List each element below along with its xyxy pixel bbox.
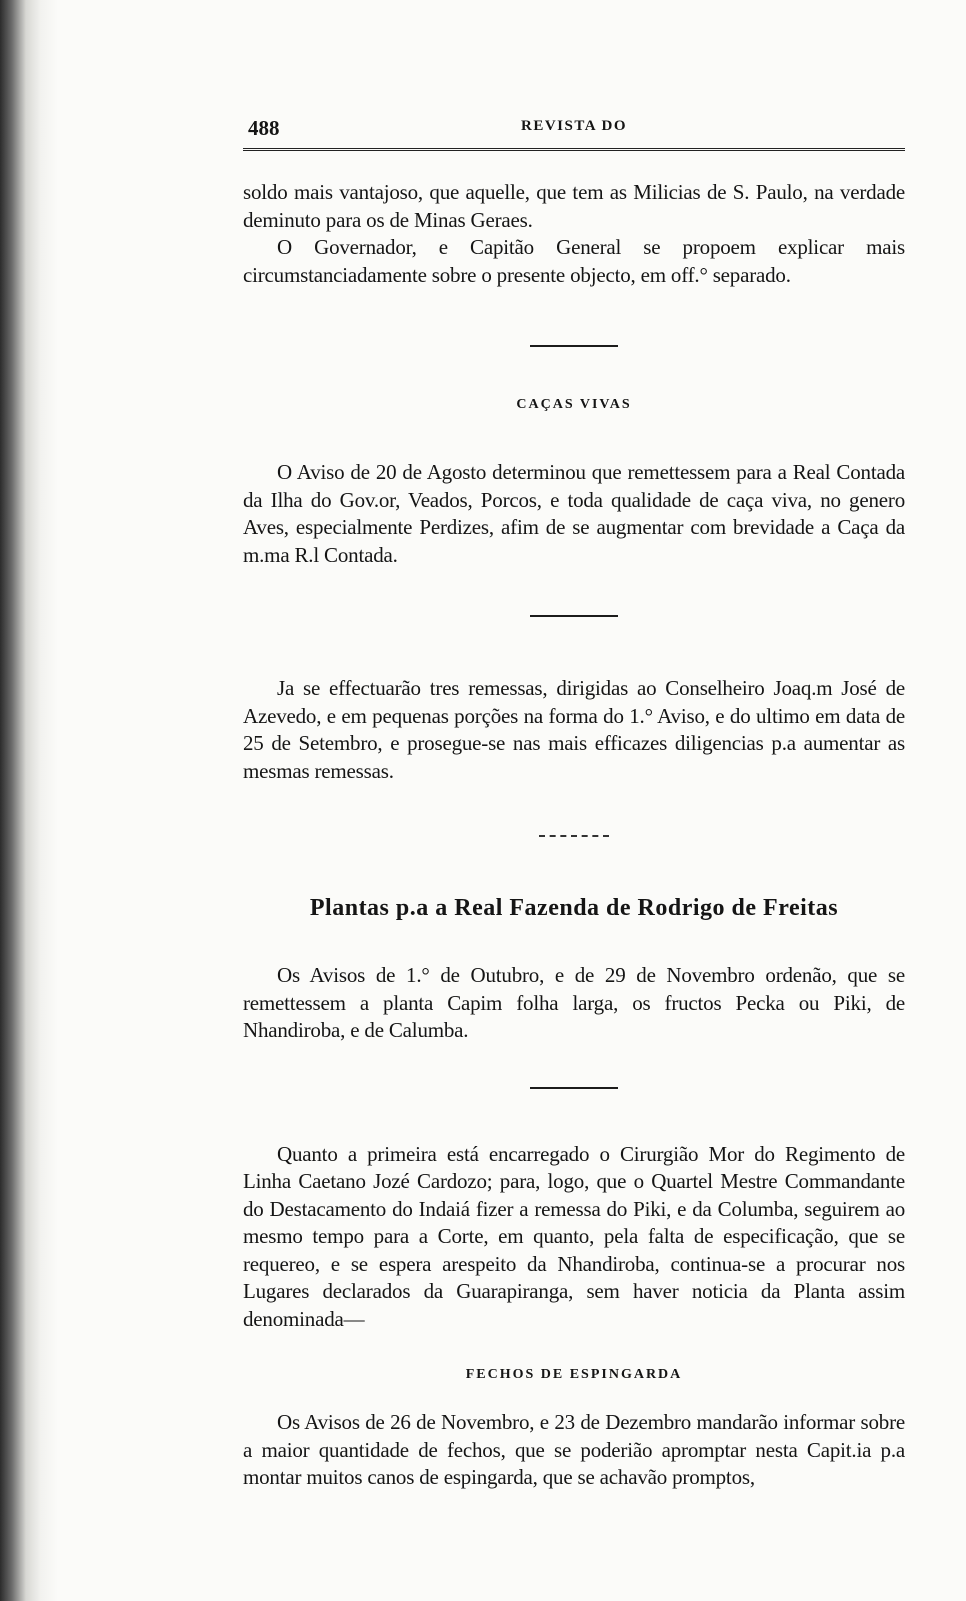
cacas-paragraph-2: Ja se effectuarão tres remessas, dirigidas ao Conselheiro Joaq.m José de Azevedo, e em pequenas porções na forma do 1.° Aviso, e do ultimo em data de 25 de Setembro, e prosegue-se nas mais efficazes diligencias p.a aumentar as mesmas remessas.: [243, 676, 905, 783]
plantas-paragraph-2: Quanto a primeira está encarregado o Cirurgião Mor do Regimento de Linha Caetano Jozé Cardozo; para, logo, que o Quartel Mestre Commandante do Destacamento do Indaiá fizer a remessa do Piki, e da Columba, seguirem ao mesmo tempo para a Corte, em quanto, pela falta de especificação, que se requereo, e se espera arespeito da Nhandiroba, continua-se a procurar nos Lugares declarados da Guarapiranga, sem haver noticia da Planta assim denominada—: [243, 1141, 905, 1331]
book-binding-edge: [0, 0, 58, 1601]
cacas-paragraph-1: O Aviso de 20 de Agosto determinou que remettessem para a Real Contada da Ilha do Gov.or, Veados, Porcos, e toda qualidade de caça viva, no genero Aves, especialmente Perdizes, afim de se augmentar com brevidade a Caça da m.ma R.l Contada.: [243, 460, 905, 567]
section-heading-fechos: FECHOS DE ESPINGARDA: [465, 1367, 683, 1382]
running-header: [243, 110, 905, 144]
intro-paragraph-1: soldo mais vantajoso, que aquelle, que tem as Milicias de S. Paulo, na verdade deminuto para os de Minas Geraes.: [243, 180, 905, 232]
fechos-paragraph-1: Os Avisos de 26 de Novembro, e 23 de Dezembro mandarão informar sobre a maior quantidade de fechos, que se poderião apromptar nesta Capit.ia p.a montar muitos canos de espingarda, que se achavão promptos,: [243, 1410, 905, 1489]
document-page: [243, 110, 905, 1492]
section-heading-plantas: Plantas p.a a Real Fazenda de Rodrigo de Freitas: [309, 895, 839, 921]
journal-title: REVISTA DO: [521, 118, 627, 134]
intro-paragraph-2: O Governador, e Capitão General se propoem explicar mais circumstanciadamente sobre o presente objecto, em off.° separado.: [243, 235, 905, 287]
section-heading-cacas: CAÇAS VIVAS: [516, 397, 632, 412]
plantas-paragraph-1: Os Avisos de 1.° de Outubro, e de 29 de Novembro ordenão, que se remettessem a planta Capim folha larga, os fructos Pecka ou Piki, de Nhandiroba, e de Calumba.: [243, 963, 905, 1042]
page-number: 488: [248, 116, 280, 140]
